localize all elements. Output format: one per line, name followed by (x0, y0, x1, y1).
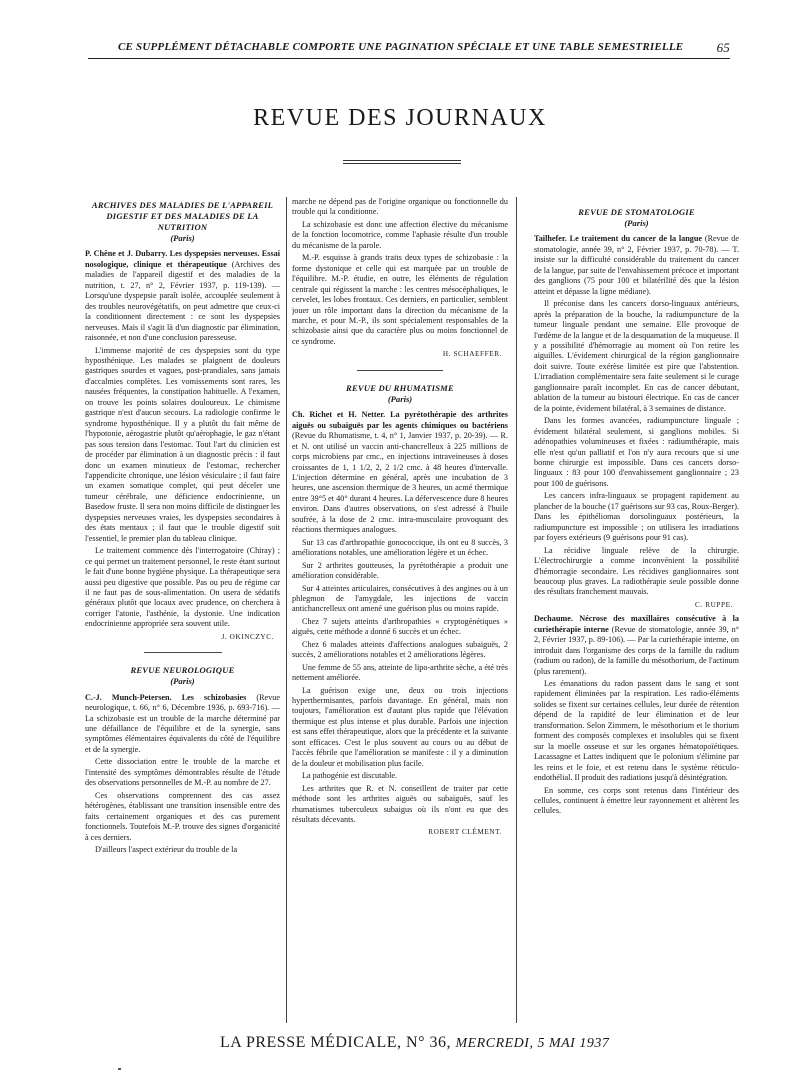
column-rule (286, 197, 287, 1023)
article-paragraph: Sur 2 arthrites goutteuses, la pyrétothérapie a produit une amélioration considérable. (292, 560, 508, 581)
article-heading: Dechaume. Nécrose des maxillaires consécutive à la curiethérapie interne (534, 614, 739, 634)
section-title: REVUE DU RHUMATISME (346, 382, 454, 393)
footer-date: MERCREDI, 5 MAI 1937 (455, 1036, 610, 1051)
article-heading: Ch. Richet et H. Netter. La pyrétothérapie des arthrites aiguës ou subaiguës par les agents chimiques ou bactériens (292, 410, 508, 430)
section-title: REVUE DE STOMATOLOGIE (578, 207, 695, 217)
section-title: REVUE NEUROLOGIQUE (130, 665, 235, 676)
article-paragraph: P. Chêne et J. Dubarry. Les dyspepsies nerveuses. Essai nosologique, clinique et thérapeutique (Archives des maladies de l'appareil digestif et des maladies de la nutrition, t. 27, n° 2, Février 1937, p. 119-139). — Lorsqu'une dyspepsie paraît isolée, accouplée seulement à des troubles neurovégétatifs, on peut admettre que ceux-ci la conditionnent directement : ce sont les dyspepsies nerveuses. Mais il s'agit là d'un diagnostic par élimination, raisonnée, et non d'une conclusion paresseuse. (85, 249, 280, 343)
print-speck (118, 1068, 121, 1070)
article-paragraph: Dechaume. Nécrose des maxillaires consécutive à la curiethérapie interne (Revue de stomatologie, année 39, n° 2, Février 1937, p. 89-106). — Par la curiethérapie interne, on introduit dans l'organisme des corps de la famille du radium (radium ou radon), de la famille du mésothorium, de l'actinum (plus rarement). (534, 614, 739, 676)
masthead-rule (343, 160, 461, 161)
page-number: 65 (716, 40, 730, 55)
article-paragraph: Chez 6 malades atteints d'affections analogues subaiguës, 2 succès, 2 améliorations notables et 2 améliorations légères. (292, 639, 508, 660)
article-paragraph: Une femme de 55 ans, atteinte de lipo-arthrite sèche, a été très nettement améliorée. (292, 662, 508, 683)
author-signature: J. OKINCZYC. (221, 632, 274, 641)
article-paragraph: Chez 7 sujets atteints d'arthropathies « cryptogénétiques » aiguës, cette méthode a donné 6 succès et un échec. (292, 616, 508, 637)
article-paragraph: La pathogénie est discutable. (302, 771, 398, 781)
footer-imprint (220, 1034, 609, 1052)
article-paragraph: Il préconise dans les cancers dorso-linguaux antérieurs, après la préparation de la bouche, la radiumpuncture de la tumeur linguale pendant une semaine. Elle provoque de l'œdème de la langue et de la desquamation de la muqueuse. Il y a possibilité d'hémorragie au moment où l'on retire les aiguilles. L'évidement chirurgical de la région ganglionnaire doit suivre. Toute exérèse limitée est pire que l'abstention. L'irradiation complémentaire sera faite seulement si le curage ganglionnaire paraît incomplet. En cas de cancer débutant, ablation de la tumeur au bistouri électrique. En cas de cancer de la pointe, évidement bilatéral, à 3 semaines de distance. (534, 299, 739, 413)
article-paragraph: Ces observations comprennent des cas assez hétérogènes, établissant une transition insensible entre des faits certainement organiques et des cas purement fonctionnels. Toutefois M.-P. trouve des signes d'organicité à ces derniers. (85, 790, 280, 842)
header-notice: CE SUPPLÉMENT DÉTACHABLE COMPORTE UNE PAGINATION SPÉCIALE ET UNE TABLE SEMESTRIELLE (118, 41, 684, 53)
article-paragraph: En somme, ces corps sont retenus dans l'intérieur des cellules, continuent à émettre leur rayonnement et altèrent les cellules. (534, 785, 739, 816)
author-signature: ROBERT CLÉMENT. (428, 828, 502, 837)
section-city: (Paris) (387, 393, 413, 404)
column-rule (516, 197, 517, 1023)
author-signature: C. RUPPE. (695, 600, 733, 609)
article-heading: P. Chêne et J. Dubarry. Les dyspepsies nerveuses. Essai nosologique, clinique et thérapeutique (85, 249, 280, 269)
masthead-rule (343, 163, 461, 164)
section-divider (144, 652, 222, 653)
article-paragraph: Ch. Richet et H. Netter. La pyrétothérapie des arthrites aiguës ou subaiguës par les agents chimiques ou bactériens (Revue du Rhumatisme, t. 4, n° 1, Janvier 1937, p. 20-39). — R. et N. ont utilisé un vaccin anti-chancrelleux à 225 millions de corps microbiens par cmc., en injections intraveineuses à doses croissantes de 1, 1 1/2, 2, 2 1/2 cmc. à 48 heures d'intervalle. L'injection détermine en général, après une incubation de 3 heures, une ascension thermique de 3 heures, un acmé thermique entre 39°5 et 40° durant 4 heures. La défervescence dure 8 heures environ. Dans d'autres observations, on s'est adressé à l'huile soufrée, à la dose de 2 cmc. intra-musculaire provoquant des réactions thermiques analogues. (292, 410, 508, 535)
article-paragraph: C.-J. Munch-Petersen. Les schizobasies (Revue neurologique, t. 66, n° 6, Décembre 1936, p. 693-716). — La schizobasie est un trouble de la marche déterminé par une défaillance de l'équilibre et de la synergie, sans symptômes élémentaires équivalents du côté de l'équilibre et de la synergie. (85, 692, 280, 754)
article-paragraph: Les arthrites que R. et N. conseillent de traiter par cette méthode sont les arthrites aiguës ou subaiguës, sauf les rhumatismes tuberculeux subaigus où ils n'ont eu que des résultats décevants. (292, 783, 508, 825)
section-title: ARCHIVES DES MALADIES DE L'APPAREIL DIGESTIF ET DES MALADIES DE LA NUTRITION (91, 200, 274, 232)
article-heading: Tailhefer. Le traitement du cancer de la langue (534, 234, 703, 244)
article-paragraph: Les émanations du radon passent dans le sang et sont rapidement éliminées par la respiration. Les radio-éléments solides se fixent sur certaines cellules, leur durée de rétention dépend de la rapidité de leur élimination et de leur transformation. Selon Zimmern, le mésothorium et le thorium forment des composés complexes et insolubles qui se fixent sur la moelle osseuse et sur les organes hématopoïétiques. Lacassagne et Lattes indiquent que le polonium s'élimine par les reins et le foie, et est retenu dans le système réticulo-endothélial. Il produit des radiations jusqu'à désintégration. (534, 679, 739, 783)
article-paragraph: marche ne dépend pas de l'origine organique ou fonctionnelle du trouble qui la conditionne. (292, 197, 508, 217)
masthead-title: REVUE DES JOURNAUX (253, 105, 547, 131)
article-paragraph: La guérison exige une, deux ou trois injections hyperthermisantes, parfois davantage. En général, mais non toujours, l'amélioration est d'autant plus rapide que l'élévation thermique est plus intense et plus durable. Parfois une injection est sans effet thérapeutique, alors que la précédente et la suivante sont efficaces. C'est le plus souvent au cours ou au début de l'accès fébrile que l'amélioration se manifeste : il y a diminution de la douleur et mobilisation plus facile. (292, 685, 508, 768)
article-paragraph: L'immense majorité de ces dyspepsies sont du type hyposthénique. Les malades se plaignent de douleurs gastriques sourdes et vagues, post-prandiales, sans jamais d'accalmies complètes. Les vomissements sont rares, les nausées fréquentes, la constipation habituelle. A l'examen, on trouve les points solaires douloureux. Le chimisme gastrique n'est d'aucun secours. La radiologie confirme le syndrome hyposthénique. Il y a plutôt du fait même de l'hypotonie, aérogastrie plutôt qu'aérophagie, le gaz n'étant pas sous tension dans l'estomac. Tout l'art du clinicien est de procéder par élimination à un diagnostic précis : il faut donc un examen minutieux de l'estomac, rechercher l'appendicite chronique, une lésion vésiculaire ; il faut faire un examen somatique complet, qui peut déceler une tumeur cérébrale, une déficience endocrinienne, un Basedow fruste. Il sera non moins difficile de distinguer les dyspepsies nerveuses vraies, les dyspepsies secondaires à des états mentaux ; il faut que le trouble digestif soit l'essentiel, le premier plan du tableau clinique. (85, 345, 280, 543)
article-paragraph: Le traitement commence dès l'interrogatoire (Chiray) ; ce qui permet un traitement personnel, le reste étant surtout le fait d'une bonne hygiène physique. La thérapeutique sera aussi peu digestive que possible. Pas ou peu de régime car il ne faut pas de sous-alimentation. On usera de sédatifs généraux plutôt que locaux avec prudence, on cherchera à corriger l'atonie, l'asthénie, la dystonie. Une indication endocrinienne appropriée sera souvent utile. (85, 546, 280, 629)
article-paragraph: Les cancers infra-linguaux se propagent rapidement au plancher de la bouche (17 guérisons sur 93 cas, Roux-Berger). Dans les épithéliomas dorsolinguaux postérieurs, la radiumpuncture est impossible ; on utilisera les irradiations par foyers extérieurs (9 guérisons pour 91 cas). (534, 491, 739, 543)
article-paragraph: La schizobasie est donc une affection élective du mécanisme de la fonction locomotrice, comme l'aphasie résulte d'un trouble du mécanisme de la parole. (292, 219, 508, 250)
section-divider (357, 370, 443, 371)
article-paragraph: La récidive linguale relève de la chirurgie. L'électrochirurgie a comme inconvénient la possibilité d'hémorragie secondaire. Les récidives ganglionnaires sont beaucoup plus graves. La radiothérapie seule possible donne des résultats franchement mauvais. (534, 545, 739, 597)
footer-journal: LA PRESSE MÉDICALE, N° 36, (220, 1034, 451, 1051)
section-city: (Paris) (624, 218, 649, 228)
header-rule (88, 58, 730, 59)
author-signature: H. SCHAEFFER. (442, 350, 502, 359)
article-paragraph: Cette dissociation entre le trouble de la marche et l'intensité des symptômes démontrables résulte de l'étude des observations personnelles de M.-P. au nombre de 27. (85, 757, 280, 788)
section-city: (Paris) (170, 676, 195, 687)
column-left (85, 200, 280, 1020)
article-paragraph: D'ailleurs l'aspect extérieur du trouble de la (95, 845, 238, 855)
article-paragraph: M.-P. esquisse à grands traits deux types de schizobasie : la forme dystonique et celle qui est marquée par un trouble de l'équilibre. M.-P. étudie, en outre, les éléments de régulation centrale qui régissent la marche : les centres mésocéphaliques, le cervelet, les lobes frontaux. Ces derniers, en particulier, semblent jouer un rôle important dans la direction du mécanisme de la marche, et pour M.-P., ils sont spécialement responsables de la schizobasie ainsi que du caractère plus ou moins fonctionnel de ce syndrome. (292, 253, 508, 346)
column-middle (292, 197, 508, 1023)
article-heading: C.-J. Munch-Petersen. Les schizobasies (85, 692, 247, 702)
article-paragraph: Dans les formes avancées, radiumpuncture linguale ; évidement bilatéral seulement, si ganglions mobiles. Si adénopathies volumineuses et fixées : radiumthérapie, mais elle n'est qu'un palliatif et l'on n'y aura recours que si une bonne chirurgie est impossible. Dans ces cancers dorso-linguaux : 83 pour 100 d'envahissement ganglionnaire ; 23 pour 100 de guérisons. (534, 416, 739, 488)
column-right (534, 207, 739, 1023)
article-paragraph: Sur 4 atteintes articulaires, consécutives à des angines ou à un phlegmon de l'amygdale, les injections de vaccin antichancrelleux ont amené une guérison plus ou moins rapide. (292, 583, 508, 614)
section-city: (Paris) (170, 233, 195, 243)
article-paragraph: Tailhefer. Le traitement du cancer de la langue (Revue de stomatologie, année 39, n° 2, Février 1937, p. 70-78). — T. insiste sur la difficulté considérable du traitement du cancer de la langue, par suite de l'envahissement précoce et important des ganglions (75 pour 100 et bilatérilité dès que la lésion atteint et dépasse la ligne médiane). (534, 234, 739, 296)
article-paragraph: Sur 13 cas d'arthropathie gonococcique, ils ont eu 8 succès, 3 améliorations notables, une amélioration légère et un échec. (292, 537, 508, 558)
